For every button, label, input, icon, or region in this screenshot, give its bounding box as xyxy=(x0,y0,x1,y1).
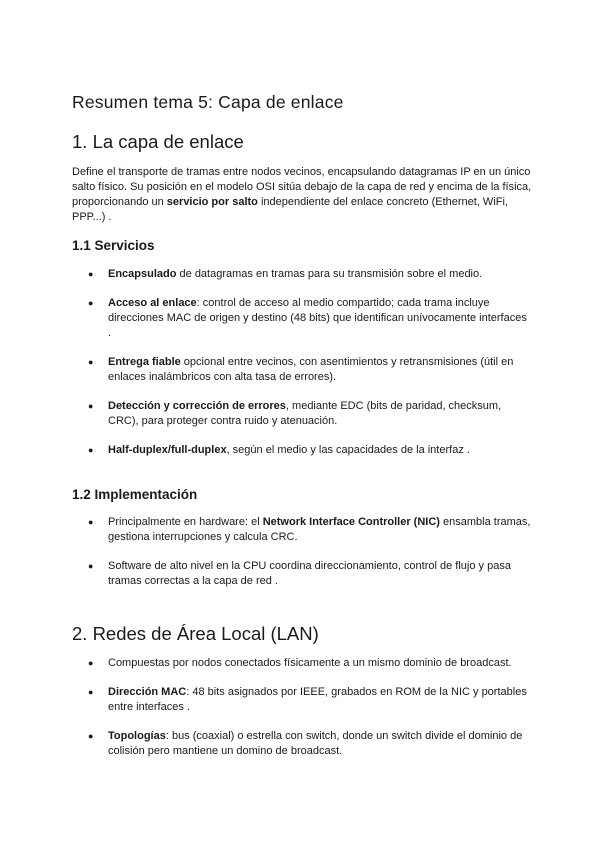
item-bold: Half-duplex/full-duplex xyxy=(108,444,227,456)
intro-text: Define el transporte de tramas entre nodos vecinos, encapsulando datagramas IP en un único salto físico. Su posición en el modelo OSI sitúa debajo de la capa de red y encima de la física, proporcionando un xyxy=(72,166,532,208)
list-item xyxy=(72,559,532,589)
item-text: : bus (coaxial) o estrella con switch, donde un switch divide el dominio de colisión pero mantiene un domino de broadcast. xyxy=(108,730,523,757)
item-text: de datagramas en tramas para su transmisión sobre el medio. xyxy=(176,268,483,280)
item-text: Compuestas por nodos conectados físicamente a un mismo dominio de broadcast. xyxy=(108,657,512,669)
item-text: : 48 bits asignados por IEEE, grabados en ROM de la NIC y portables entre interfaces . xyxy=(108,686,527,713)
item-text: , mediante EDC (bits de paridad, checksum, CRC), para proteger contra ruido y atenuación. xyxy=(108,400,502,427)
list-item xyxy=(72,296,532,341)
bullet-icon: ● xyxy=(88,401,94,411)
item-text: Principalmente en hardware: el xyxy=(108,516,263,528)
list-item xyxy=(72,267,532,282)
subsection-1-1-heading: 1.1 Servicios xyxy=(72,238,155,253)
item-text: opcional entre vecinos, con asentimientos y retransmisiones (útil en enlaces inalámbricos con alta tasa de errores). xyxy=(108,356,514,383)
item-bold: Dirección MAC xyxy=(108,686,187,698)
bullet-icon: ● xyxy=(88,269,94,279)
document-title: Resumen tema 5: Capa de enlace xyxy=(72,92,344,112)
bullet-icon: ● xyxy=(88,357,94,367)
item-bold: Network Interface Controller (NIC) xyxy=(262,516,440,528)
item-bold: Topologías xyxy=(108,730,166,742)
item-bold: Detección y corrección de errores xyxy=(108,400,286,412)
bullet-icon: ● xyxy=(88,445,94,455)
section-2-heading: 2. Redes de Área Local (LAN) xyxy=(72,623,319,644)
bullet-icon: ● xyxy=(88,731,94,741)
item-text: ensambla tramas, gestiona interrupciones y calcula CRC. xyxy=(108,516,531,543)
list-item xyxy=(72,399,532,429)
bullet-icon: ● xyxy=(88,561,94,571)
subsection-1-2-heading: 1.2 Implementación xyxy=(72,487,198,502)
list-item xyxy=(72,656,532,671)
bullet-icon: ● xyxy=(88,298,94,308)
item-bold: Encapsulado xyxy=(108,268,177,280)
section-1-heading: 1. La capa de enlace xyxy=(72,131,244,152)
item-text: Software de alto nivel en la CPU coordina direccionamiento, control de flujo y pasa tramas correctas a la capa de red . xyxy=(108,560,511,587)
lan-list xyxy=(72,656,532,759)
intro-bold-text: servicio por salto xyxy=(166,196,258,208)
list-item xyxy=(72,355,532,385)
bullet-icon: ● xyxy=(88,517,94,527)
services-list xyxy=(72,267,532,458)
list-item xyxy=(72,515,532,545)
item-text: : control de acceso al medio compartido; cada trama incluye direcciones MAC de origen y destino (48 bits) que identifican unívocamente interfaces . xyxy=(108,297,527,339)
bullet-icon: ● xyxy=(88,658,94,668)
section-1-intro xyxy=(72,165,532,225)
item-text: , según el medio y las capacidades de la interfaz . xyxy=(226,444,470,456)
list-item xyxy=(72,443,532,458)
list-item xyxy=(72,685,532,715)
intro-text-end: independiente del enlace concreto (Ethernet, WiFi, PPP...) . xyxy=(72,196,508,223)
list-item xyxy=(72,729,532,759)
item-bold: Acceso al enlace xyxy=(108,297,197,309)
bullet-icon: ● xyxy=(88,687,94,697)
implementation-list xyxy=(72,515,532,589)
item-bold: Entrega fiable xyxy=(108,356,181,368)
